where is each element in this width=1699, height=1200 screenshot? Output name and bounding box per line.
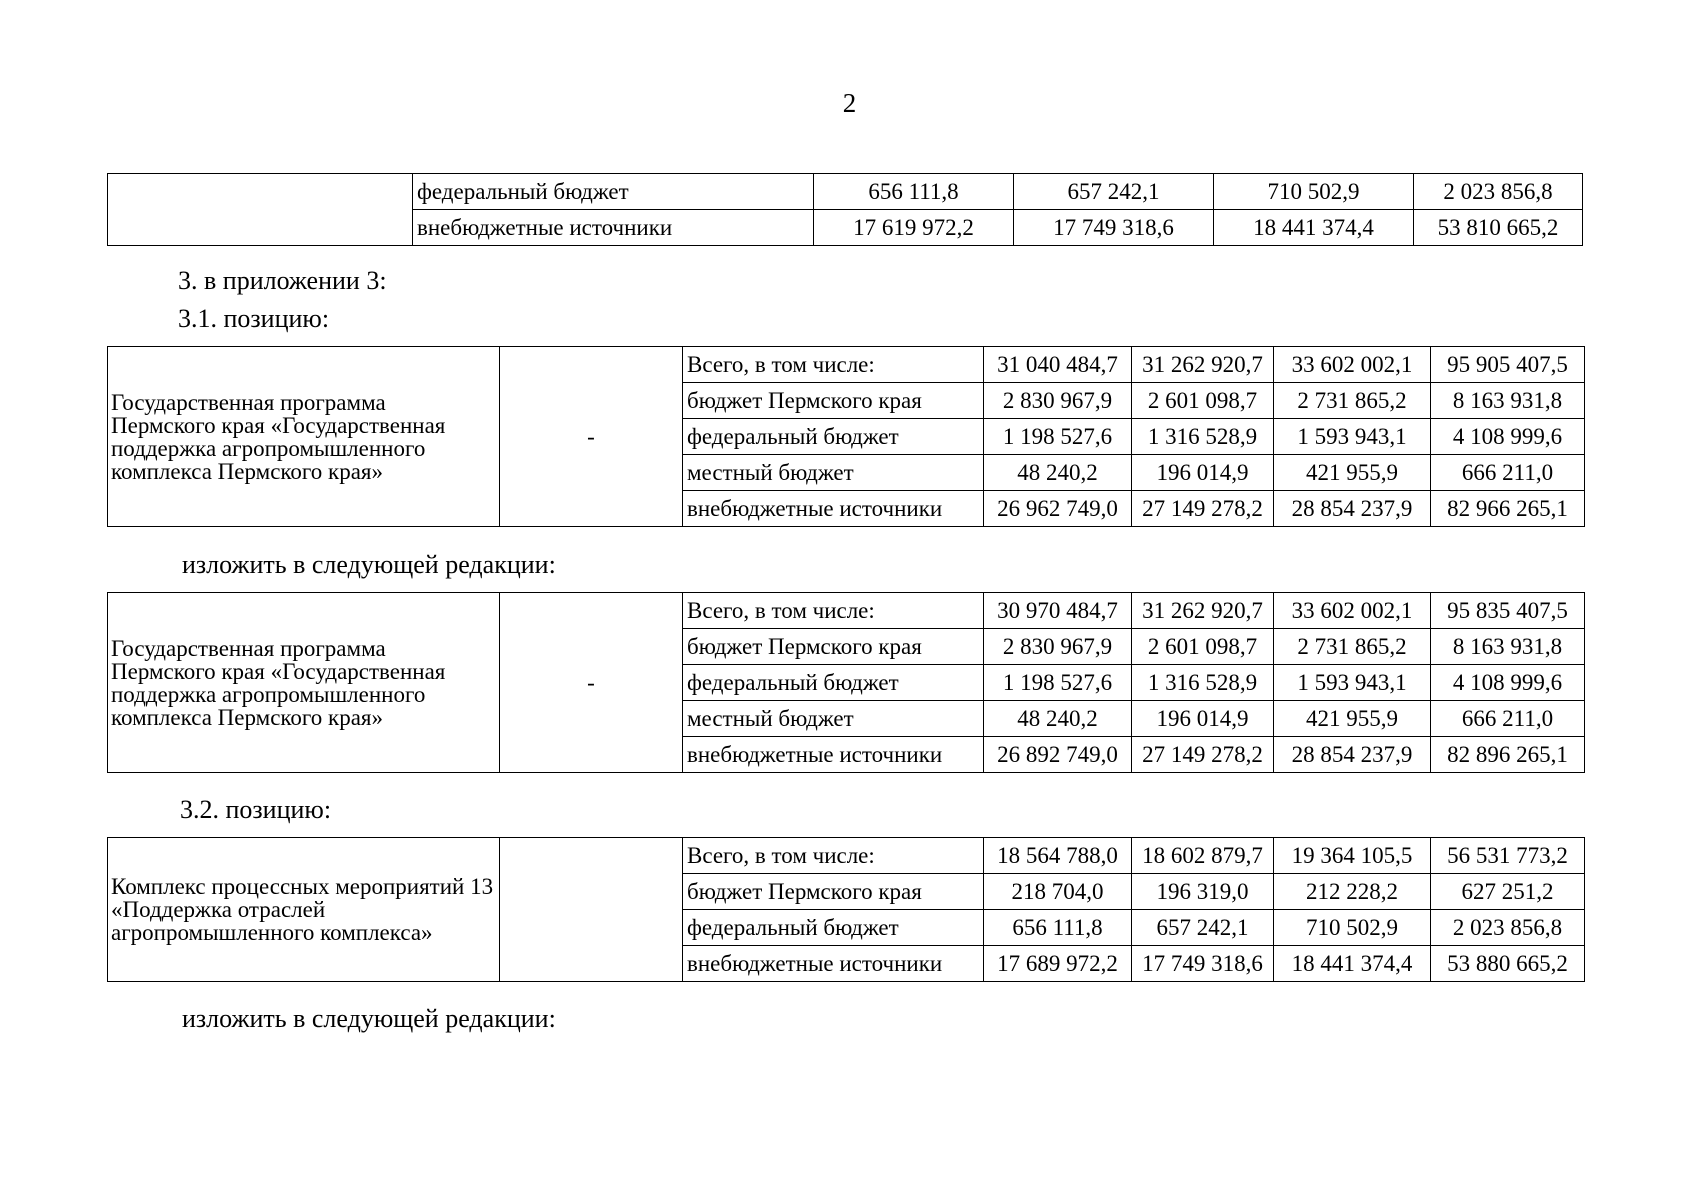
value-cell: 48 240,2: [984, 455, 1132, 491]
value-cell: 4 108 999,6: [1431, 419, 1585, 455]
row-label: бюджет Пермского края: [683, 383, 984, 419]
table-row: [108, 347, 1585, 383]
row-label: местный бюджет: [683, 701, 984, 737]
appendix-heading: 3. в приложении 3:: [178, 266, 387, 295]
table-3-1-revised: [107, 592, 1585, 773]
value-cell: 53 880 665,2: [1431, 946, 1585, 982]
value-cell: 1 198 527,6: [984, 419, 1132, 455]
value-cell: 26 892 749,0: [984, 737, 1132, 773]
table-3-2-current: [107, 837, 1585, 982]
table-row: [108, 174, 1583, 210]
edit-instruction-heading: изложить в следующей редакции:: [182, 550, 556, 579]
value-cell: 196 014,9: [1132, 701, 1274, 737]
value-cell: 2 023 856,8: [1414, 174, 1583, 210]
program-name-cell: Комплекс процессных мероприятий 13 «Поддержка отраслей агропромышленного комплекса»: [108, 838, 500, 982]
row-label: федеральный бюджет: [683, 665, 984, 701]
value-cell: 2 830 967,9: [984, 383, 1132, 419]
value-cell: 710 502,9: [1214, 174, 1414, 210]
value-cell: 212 228,2: [1274, 874, 1431, 910]
code-cell: -: [500, 593, 683, 773]
value-cell: 26 962 749,0: [984, 491, 1132, 527]
value-cell: 31 262 920,7: [1132, 593, 1274, 629]
value-cell: 657 242,1: [1014, 174, 1214, 210]
code-cell: [500, 838, 683, 982]
value-cell: 33 602 002,1: [1274, 593, 1431, 629]
row-label: Всего, в том числе:: [683, 593, 984, 629]
edit-instruction-heading: изложить в следующей редакции:: [182, 1004, 556, 1033]
value-cell: 8 163 931,8: [1431, 383, 1585, 419]
value-cell: 666 211,0: [1431, 455, 1585, 491]
page-number: 2: [842, 88, 857, 118]
value-cell: 27 149 278,2: [1132, 491, 1274, 527]
value-cell: 627 251,2: [1431, 874, 1585, 910]
value-cell: 31 040 484,7: [984, 347, 1132, 383]
value-cell: 18 602 879,7: [1132, 838, 1274, 874]
row-label: бюджет Пермского края: [683, 629, 984, 665]
value-cell: 28 854 237,9: [1274, 491, 1431, 527]
value-cell: 657 242,1: [1132, 910, 1274, 946]
value-cell: 27 149 278,2: [1132, 737, 1274, 773]
value-cell: 48 240,2: [984, 701, 1132, 737]
value-cell: 19 364 105,5: [1274, 838, 1431, 874]
value-cell: 17 689 972,2: [984, 946, 1132, 982]
value-cell: 2 023 856,8: [1431, 910, 1585, 946]
value-cell: 82 966 265,1: [1431, 491, 1585, 527]
row-label: Всего, в том числе:: [683, 347, 984, 383]
row-label: внебюджетные источники: [683, 737, 984, 773]
table-3-1-current: [107, 346, 1585, 527]
program-name-cell: Государственная программа Пермского края «Государственная поддержка агропромышленного комплекса Пермского края»: [108, 347, 500, 527]
value-cell: 30 970 484,7: [984, 593, 1132, 629]
value-cell: 2 731 865,2: [1274, 629, 1431, 665]
position-3-1-heading: 3.1. позицию:: [178, 304, 330, 333]
value-cell: 17 749 318,6: [1014, 210, 1214, 246]
value-cell: 18 564 788,0: [984, 838, 1132, 874]
code-cell: -: [500, 347, 683, 527]
value-cell: 95 905 407,5: [1431, 347, 1585, 383]
value-cell: 196 014,9: [1132, 455, 1274, 491]
table-row: [108, 838, 1585, 874]
value-cell: 1 593 943,1: [1274, 419, 1431, 455]
table-row: [108, 593, 1585, 629]
row-label: местный бюджет: [683, 455, 984, 491]
value-cell: 17 619 972,2: [814, 210, 1014, 246]
top-funding-table: [107, 173, 1583, 246]
position-3-2-heading: 3.2. позицию:: [180, 795, 332, 824]
value-cell: 421 955,9: [1274, 701, 1431, 737]
row-label: бюджет Пермского края: [683, 874, 984, 910]
value-cell: 196 319,0: [1132, 874, 1274, 910]
value-cell: 710 502,9: [1274, 910, 1431, 946]
value-cell: 2 601 098,7: [1132, 383, 1274, 419]
value-cell: 31 262 920,7: [1132, 347, 1274, 383]
value-cell: 656 111,8: [984, 910, 1132, 946]
value-cell: 18 441 374,4: [1214, 210, 1414, 246]
value-cell: 33 602 002,1: [1274, 347, 1431, 383]
value-cell: 2 830 967,9: [984, 629, 1132, 665]
value-cell: 2 601 098,7: [1132, 629, 1274, 665]
program-name-cell: Государственная программа Пермского края «Государственная поддержка агропромышленного комплекса Пермского края»: [108, 593, 500, 773]
value-cell: 666 211,0: [1431, 701, 1585, 737]
row-label: внебюджетные источники: [413, 210, 814, 246]
value-cell: 421 955,9: [1274, 455, 1431, 491]
value-cell: 1 198 527,6: [984, 665, 1132, 701]
value-cell: 53 810 665,2: [1414, 210, 1583, 246]
value-cell: 1 316 528,9: [1132, 665, 1274, 701]
row-label: федеральный бюджет: [683, 419, 984, 455]
row-label: федеральный бюджет: [413, 174, 814, 210]
value-cell: 1 316 528,9: [1132, 419, 1274, 455]
value-cell: 28 854 237,9: [1274, 737, 1431, 773]
value-cell: 17 749 318,6: [1132, 946, 1274, 982]
value-cell: 95 835 407,5: [1431, 593, 1585, 629]
row-label: Всего, в том числе:: [683, 838, 984, 874]
value-cell: 656 111,8: [814, 174, 1014, 210]
row-label: федеральный бюджет: [683, 910, 984, 946]
value-cell: 2 731 865,2: [1274, 383, 1431, 419]
row-label: внебюджетные источники: [683, 491, 984, 527]
value-cell: 56 531 773,2: [1431, 838, 1585, 874]
value-cell: 18 441 374,4: [1274, 946, 1431, 982]
empty-name-cell: [108, 174, 413, 246]
value-cell: 82 896 265,1: [1431, 737, 1585, 773]
row-label: внебюджетные источники: [683, 946, 984, 982]
value-cell: 218 704,0: [984, 874, 1132, 910]
value-cell: 8 163 931,8: [1431, 629, 1585, 665]
value-cell: 4 108 999,6: [1431, 665, 1585, 701]
value-cell: 1 593 943,1: [1274, 665, 1431, 701]
